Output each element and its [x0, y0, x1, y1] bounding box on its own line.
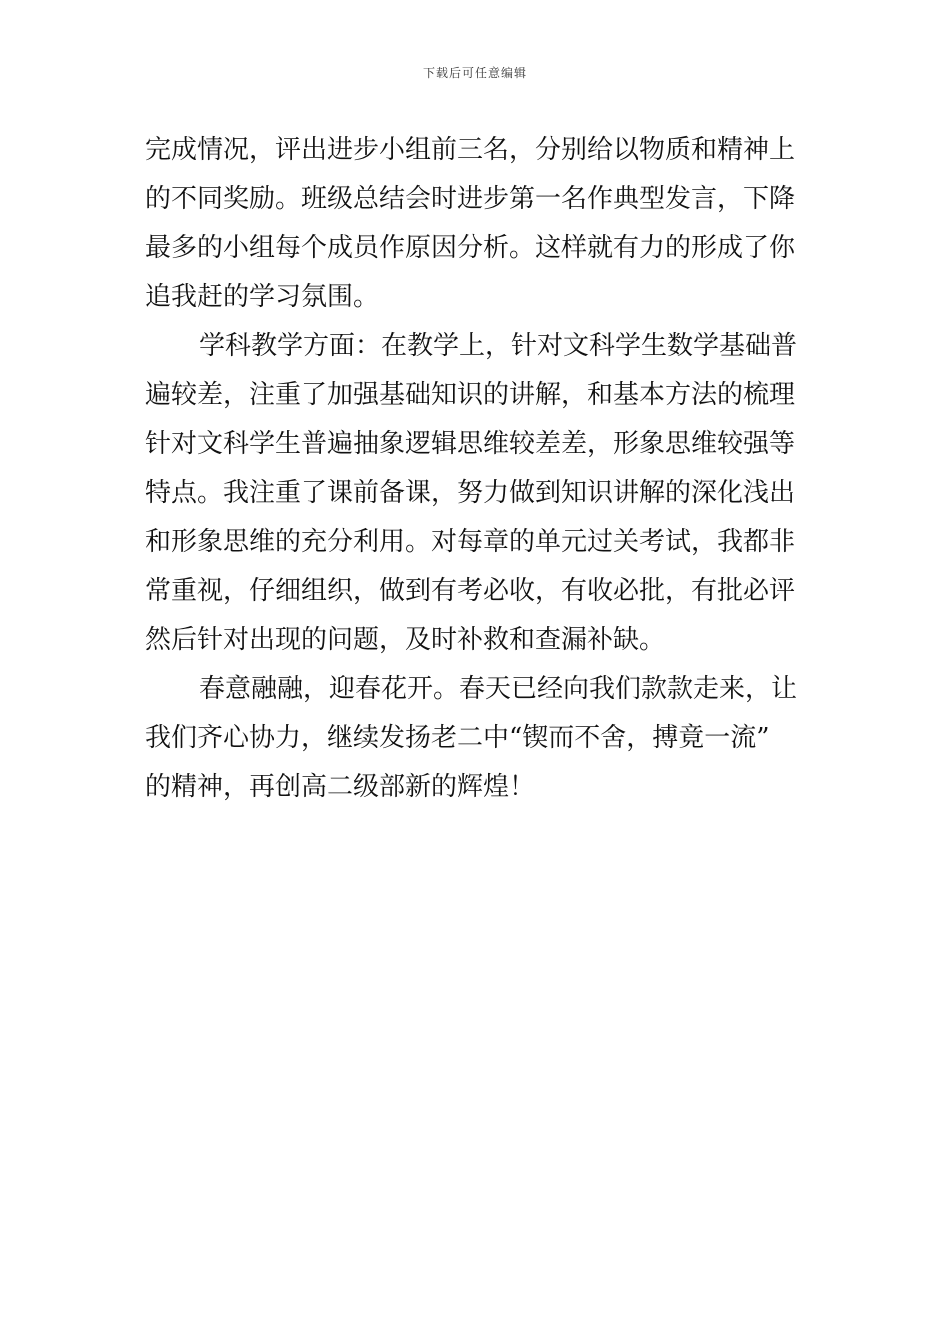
document-body: [145, 126, 805, 812]
text-line: 追我赶的学习氛围。: [145, 282, 380, 312]
text-line: 的精神，再创高二级部新的辉煌！: [145, 772, 536, 802]
text-line: 遍较差，注重了加强基础知识的讲解，和基本方法的梳理: [145, 380, 796, 410]
text-line: 的不同奖励。班级总结会时进步第一名作典型发言，下降: [145, 184, 796, 214]
text-line: 学科教学方面：在教学上，针对文科学生数学基础普: [199, 331, 798, 361]
text-line: 特点。我注重了课前备课，努力做到知识讲解的深化浅出: [145, 478, 796, 508]
text-line: 完成情况，评出进步小组前三名，分别给以物质和精神上: [145, 135, 796, 165]
text-line: 然后针对出现的问题，及时补救和查漏补缺。: [145, 625, 666, 655]
text-line: 常重视，仔细组织，做到有考必收，有收必批，有批必评: [145, 576, 796, 606]
text-line: 最多的小组每个成员作原因分析。这样就有力的形成了你: [145, 233, 796, 263]
text-line: 针对文科学生普遍抽象逻辑思维较差差，形象思维较强等: [145, 429, 796, 459]
text-line: 和形象思维的充分利用。对每章的单元过关考试，我都非: [145, 527, 796, 557]
page-header: 下载后可任意编辑: [422, 66, 527, 80]
text-line: 春意融融，迎春花开。春天已经向我们款款走来，让: [199, 674, 798, 704]
text-line: 我们齐心协力，继续发扬老二中“锲而不舍，搏竟一流”: [145, 723, 770, 753]
